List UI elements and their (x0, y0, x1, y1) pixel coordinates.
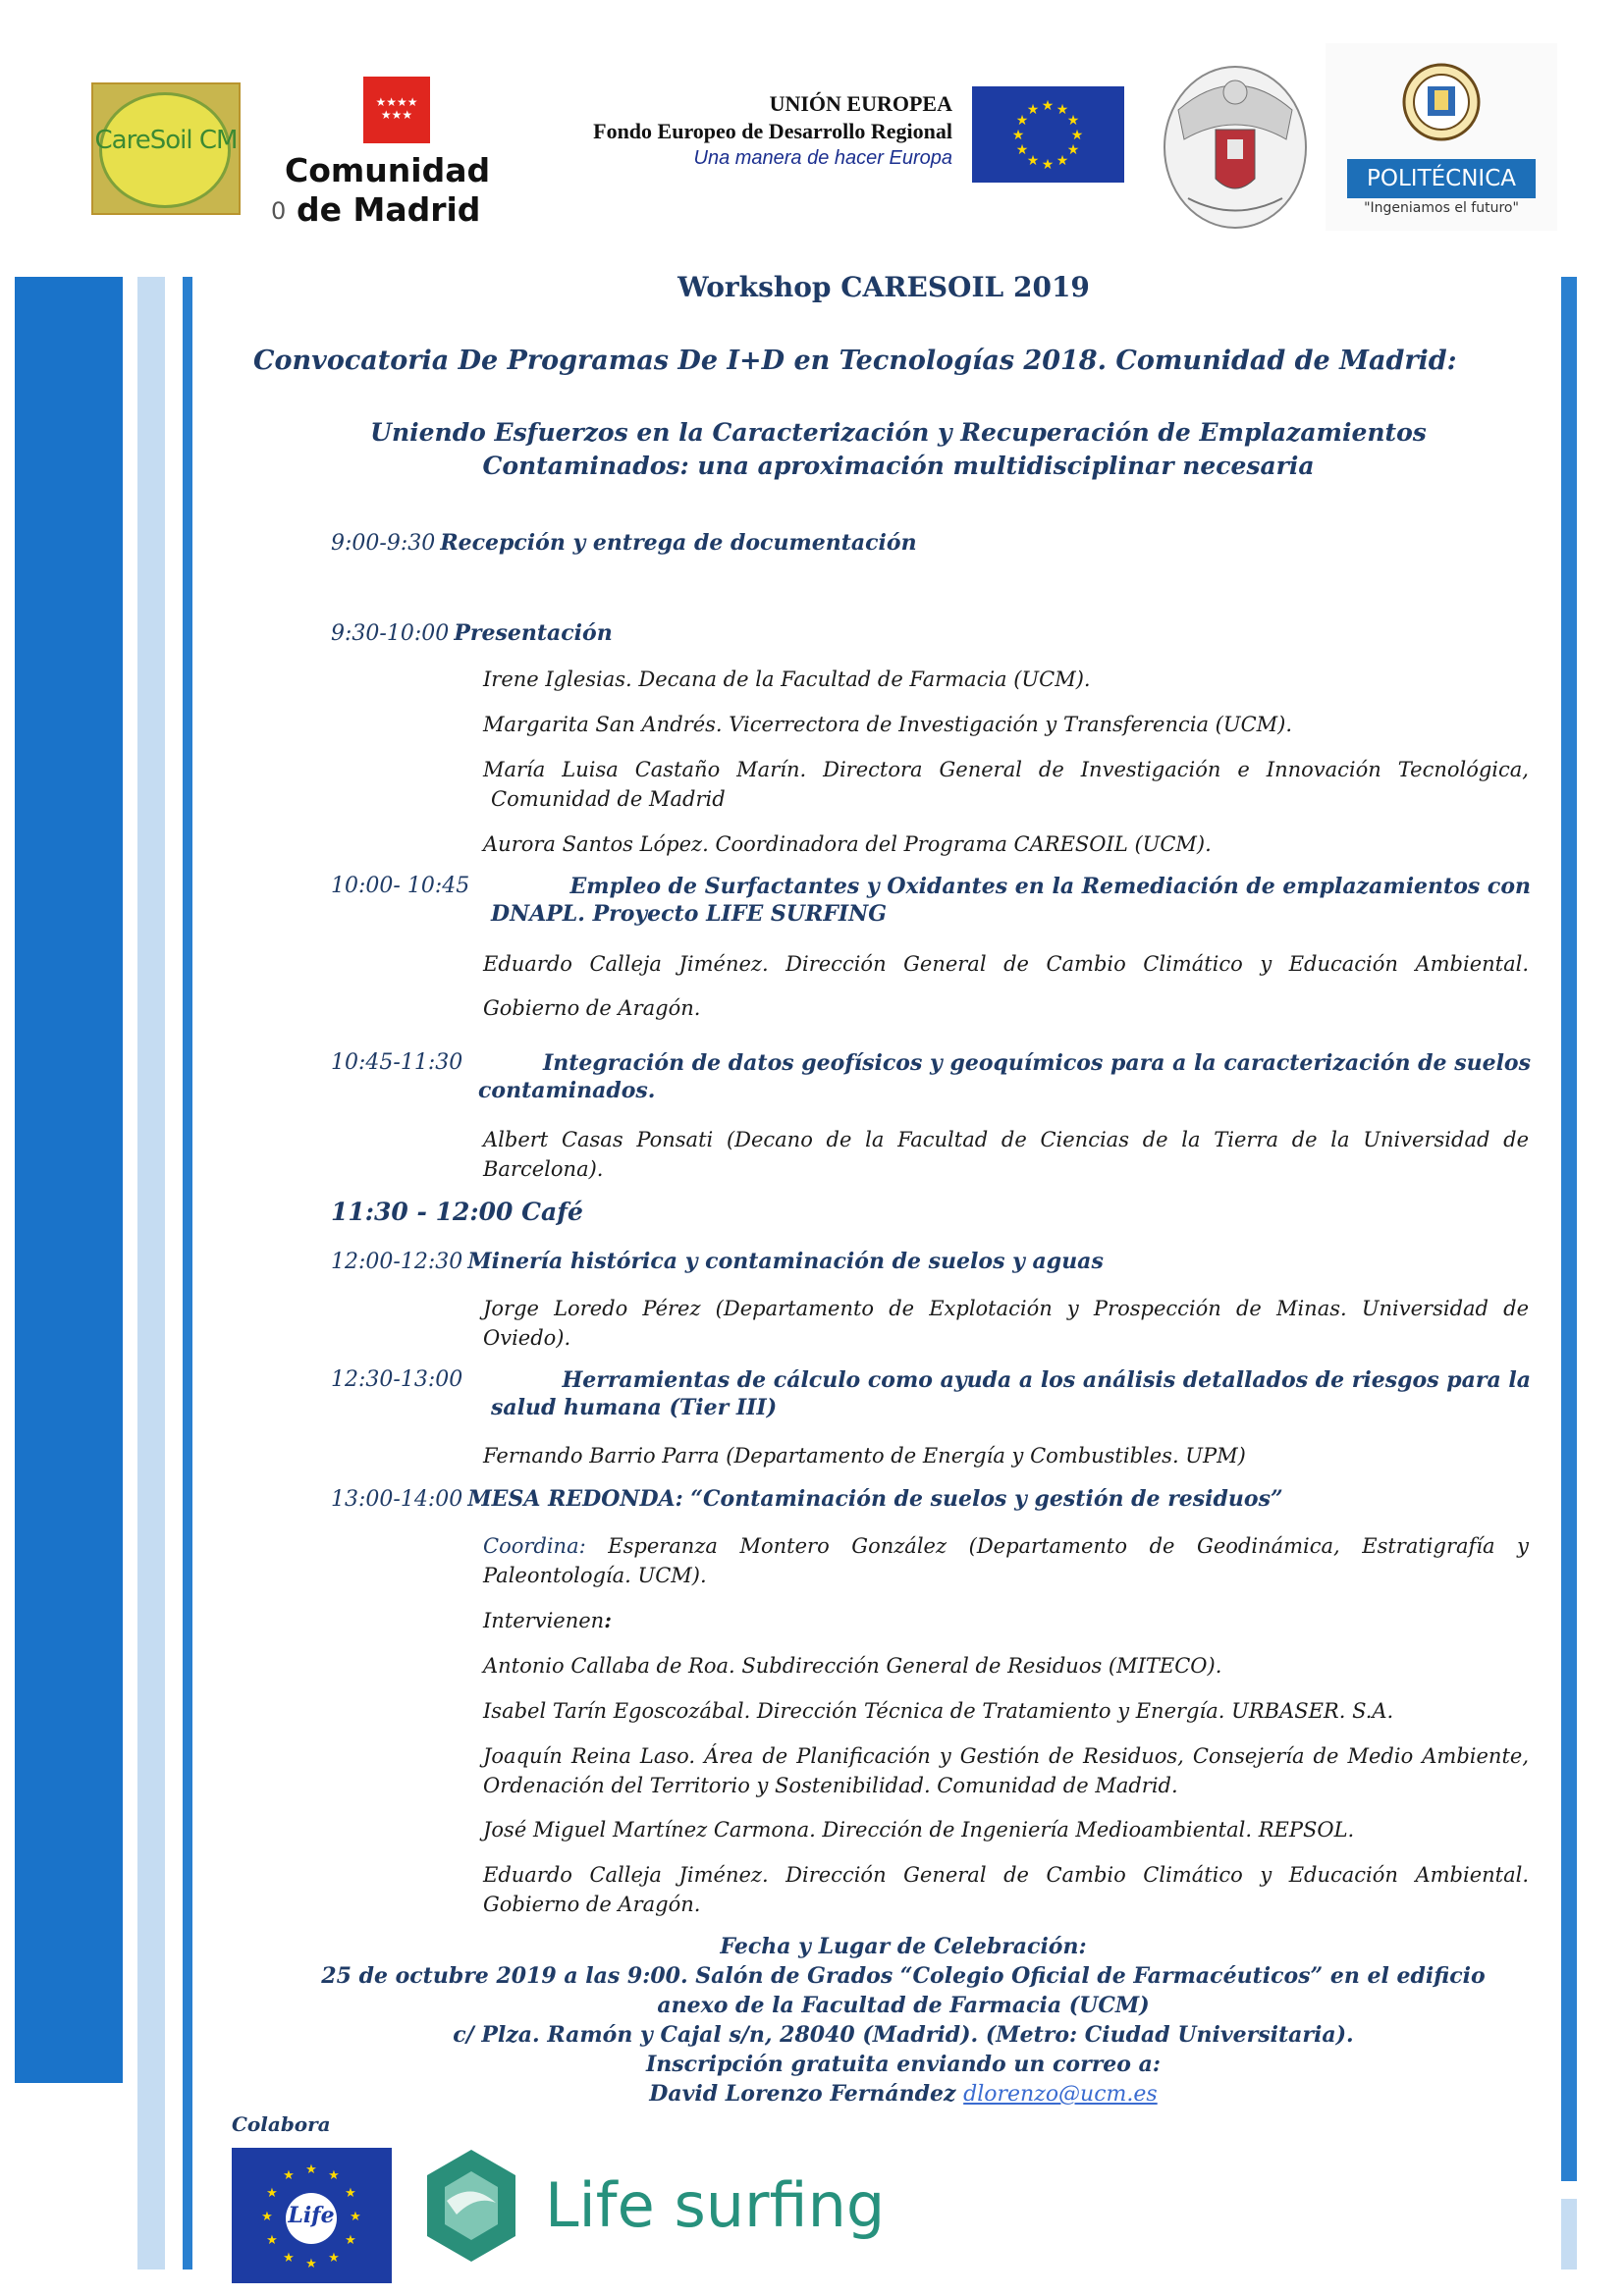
session-title: Empleo de Surfactantes y Oxidantes en la Remediación de emplazamientos con (569, 874, 1531, 899)
svg-text:★: ★ (1056, 102, 1069, 118)
svg-text:★: ★ (1026, 102, 1040, 118)
session-round-table (331, 1486, 1283, 1512)
svg-text:★: ★ (266, 2186, 278, 2201)
participant-line: Gobierno de Aragón. (483, 1893, 701, 1916)
event-details-heading: Fecha y Lugar de Celebración: (720, 1934, 1087, 1959)
madrid-stars-icon: ★★★★ ★★★ (375, 95, 418, 122)
comunidad-prefix: 0 (271, 197, 287, 225)
svg-text:★: ★ (1015, 113, 1029, 129)
svg-text:★: ★ (261, 2210, 273, 2224)
speaker-line: Irene Iglesias. Decana de la Facultad de Farmacia (UCM). (483, 667, 1091, 691)
speaker-line: María Luisa Castaño Marín. Directora General de Investigación e Innovación Tecnológica, (483, 758, 1529, 781)
svg-text:★: ★ (1015, 142, 1029, 158)
session-tools (331, 1367, 1531, 1420)
session-title: Integración de datos geofísicos y geoquímicos para a la caracterización de suelos (542, 1050, 1531, 1076)
life-surfing-logo (417, 2142, 889, 2279)
event-details-line1: 25 de octubre 2019 a las 9:00. Salón de Grados “Colegio Oficial de Farmacéuticos” en el edificio (321, 1963, 1486, 1989)
contact-line (206, 2079, 1600, 2109)
svg-text:★: ★ (266, 2233, 278, 2248)
surfing-logo-text: Life surfing (545, 2169, 886, 2241)
session-presentation (331, 620, 613, 646)
svg-text:★: ★ (283, 2251, 295, 2266)
project-title (314, 416, 1483, 483)
svg-text:★: ★ (1041, 98, 1055, 114)
subtitle: Convocatoria De Programas De I+D en Tecnologías 2018. Comunidad de Madrid: (253, 346, 1457, 376)
speaker-line: Gobierno de Aragón. (483, 996, 701, 1020)
speaker-line: Comunidad de Madrid (491, 787, 726, 811)
left-bar-light (137, 277, 165, 2269)
svg-text:★: ★ (305, 2257, 317, 2271)
surfing-hexagon-icon (417, 2142, 525, 2274)
speaker-line: Oviedo). (483, 1326, 571, 1350)
speaker-line: Margarita San Andrés. Vicerrectora de Investigación y Transferencia (UCM). (483, 713, 1293, 736)
contact-email-link[interactable]: dlorenzo@ucm.es (963, 2082, 1158, 2107)
speaker-line: Fernando Barrio Parra (Departamento de Energía y Combustibles. UPM) (483, 1444, 1246, 1468)
coffee-break: 11:30 - 12:00 Café (331, 1198, 583, 1226)
comunidad-line2: de Madrid (297, 190, 481, 229)
svg-text:★: ★ (283, 2168, 295, 2183)
session-mining (331, 1249, 1104, 1274)
participants-label-colon: : (604, 1608, 612, 1632)
session-time: 12:00-12:30 (331, 1250, 463, 1274)
speaker-line: Aurora Santos López. Coordinadora del Programa CARESOIL (UCM). (483, 832, 1212, 856)
session-title-cont: salud humana (Tier III) (491, 1395, 778, 1420)
caresoil-logo-text: CareSoil CM (94, 126, 238, 155)
speaker-line: Jorge Loredo Pérez (Departamento de Explotación y Prospección de Minas. Universidad de (483, 1297, 1529, 1320)
page-title: Workshop CARESOIL 2019 (677, 271, 1090, 303)
speaker-line: Barcelona). (483, 1157, 604, 1181)
coordinator-line (483, 1531, 1529, 1561)
project-title-line2: Contaminados: una aproximación multidisciplinar necesaria (482, 452, 1315, 480)
event-details-line4: Inscripción gratuita enviando un correo a: (645, 2052, 1161, 2077)
comunidad-line1: Comunidad (285, 151, 491, 189)
session-title-cont: DNAPL. Proyecto LIFE SURFING (491, 901, 888, 927)
ucm-seal-icon (1159, 51, 1312, 233)
svg-text:★: ★ (328, 2251, 340, 2266)
event-details-line2: anexo de la Facultad de Farmacia (UCM) (657, 1993, 1150, 2018)
eu-flag-icon (972, 86, 1124, 183)
svg-text:★: ★ (1070, 128, 1084, 143)
eu-fund: Fondo Europeo de Desarrollo Regional (593, 119, 952, 143)
life-logo-text: Life (288, 2203, 335, 2228)
upm-logo (1326, 43, 1557, 231)
session-title-cont: contaminados. (478, 1078, 656, 1103)
participant-line: Isabel Tarín Egoscozábal. Dirección Técnica de Tratamiento y Energía. URBASER. S.A. (483, 1699, 1394, 1723)
upm-slogan: "Ingeniamos el futuro" (1364, 200, 1519, 216)
svg-text:★: ★ (1066, 142, 1080, 158)
svg-text:★: ★ (1066, 113, 1080, 129)
participant-line: Eduardo Calleja Jiménez. Dirección General de Cambio Climático y Educación Ambiental. (483, 1863, 1529, 1887)
upm-crest-icon (1402, 51, 1481, 153)
life-logo (232, 2148, 392, 2283)
svg-text:★: ★ (345, 2186, 356, 2201)
coordinator-line-cont: Paleontología. UCM). (483, 1564, 707, 1587)
session-title: Minería histórica y contaminación de suelos y aguas (467, 1249, 1104, 1274)
session-reception (331, 530, 917, 556)
session-title: Recepción y entrega de documentación (440, 530, 917, 556)
eu-slogan: Una manera de hacer Europa (693, 147, 952, 169)
coordinator-name: Esperanza Montero González (Departamento de Geodinámica, Estratigrafía y (608, 1534, 1529, 1558)
session-geophysics (331, 1050, 1531, 1103)
collaborates-label: Colabora (232, 2112, 331, 2136)
svg-text:★: ★ (305, 2163, 317, 2177)
eu-title: UNIÓN EUROPEA (769, 91, 952, 116)
session-title: Herramientas de cálculo como ayuda a los análisis detallados de riesgos para la (562, 1367, 1531, 1393)
session-time: 12:30-13:00 (331, 1367, 463, 1392)
eu-fund-text (530, 90, 952, 171)
session-title: MESA REDONDA: “Contaminación de suelos y gestión de residuos” (467, 1486, 1283, 1512)
svg-text:★: ★ (328, 2168, 340, 2183)
svg-text:★: ★ (1026, 153, 1040, 169)
session-time: 9:30-10:00 (331, 621, 450, 646)
session-time: 10:45-11:30 (331, 1050, 463, 1075)
right-bar-dark (1561, 277, 1577, 2181)
speaker-line: Albert Casas Ponsati (Decano de la Facultad de Ciencias de la Tierra de la Universidad de (483, 1128, 1529, 1151)
comunidad-de-madrid-logo (271, 77, 511, 231)
session-title: Presentación (454, 620, 613, 646)
participant-line: Joaquín Reina Laso. Área de Planificación y Gestión de Residuos, Consejería de Medio Ambiente, (483, 1744, 1529, 1768)
speaker-line: Eduardo Calleja Jiménez. Dirección General de Cambio Climático y Educación Ambiental. (483, 952, 1529, 976)
session-surfactants (331, 874, 1531, 927)
participants-label (483, 1606, 1529, 1635)
session-time: 13:00-14:00 (331, 1487, 463, 1512)
svg-text:★: ★ (1056, 153, 1069, 169)
event-details (206, 1932, 1600, 2109)
right-bar-light (1561, 2199, 1577, 2269)
svg-text:★: ★ (1041, 157, 1055, 173)
session-time: 9:00-9:30 (331, 531, 436, 556)
participant-line: José Miguel Martínez Carmona. Dirección de Ingeniería Medioambiental. REPSOL. (483, 1818, 1355, 1842)
participants-label-text: Intervienen (483, 1609, 605, 1632)
left-bar-thin (183, 277, 192, 2269)
svg-text:★: ★ (350, 2210, 361, 2224)
contact-name: David Lorenzo Fernández (649, 2081, 956, 2107)
session-time: 10:00- 10:45 (331, 874, 470, 898)
participant-line: Ordenación del Territorio y Sostenibilidad. Comunidad de Madrid. (483, 1774, 1178, 1797)
svg-text:★: ★ (345, 2233, 356, 2248)
coordinator-label: Coordina: (483, 1534, 586, 1558)
project-title-line1: Uniendo Esfuerzos en la Caracterización y Recuperación de Emplazamientos (370, 418, 1427, 447)
svg-text:★: ★ (1011, 128, 1025, 143)
participant-line: Antonio Callaba de Roa. Subdirección General de Residuos (MITECO). (483, 1654, 1222, 1678)
caresoil-logo (91, 82, 241, 215)
left-bar-dark (15, 277, 123, 2083)
event-details-line3: c/ Plza. Ramón y Cajal s/n, 28040 (Madrid). (Metro: Ciudad Universitaria). (453, 2022, 1354, 2048)
upm-name: POLITÉCNICA (1347, 159, 1536, 198)
